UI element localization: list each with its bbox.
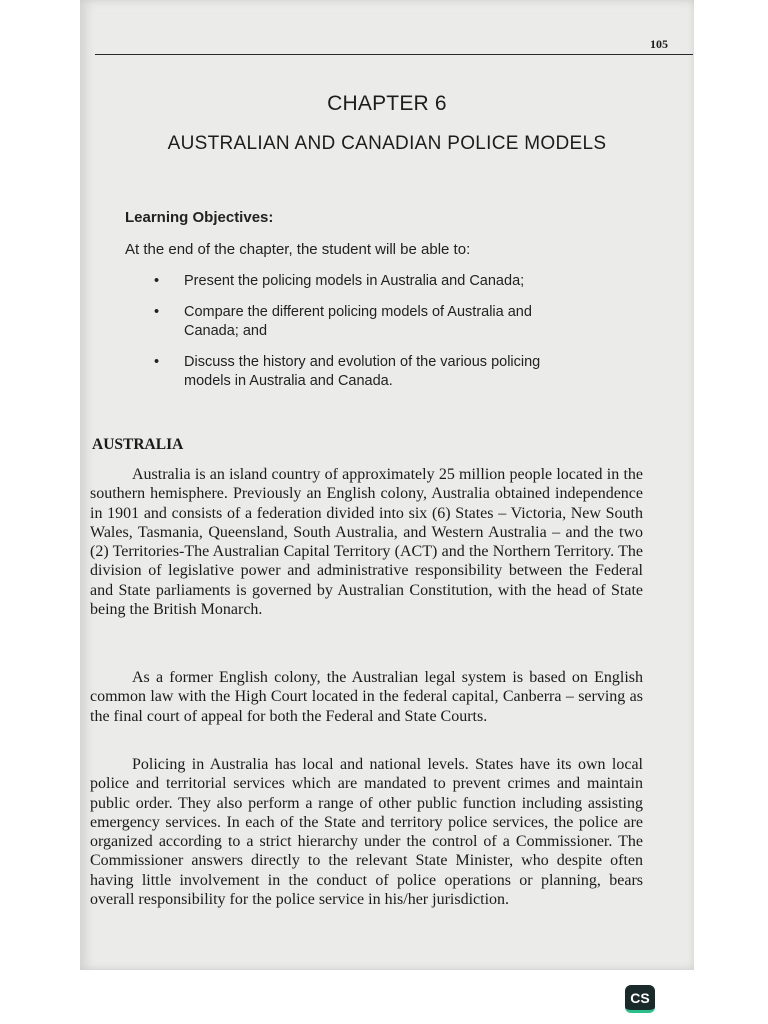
paragraph: As a former English colony, the Australian legal system is based on English common law with the High Court located in the federal capital, Canberra – serving as the final court of appeal for both the Federal and State Courts. bbox=[90, 669, 643, 725]
learning-objectives-list bbox=[150, 272, 590, 403]
header-rule bbox=[95, 54, 693, 55]
objective-text: Discuss the history and evolution of the various policing models in Australia and Canada. bbox=[184, 354, 541, 389]
bullet-icon: • bbox=[154, 304, 160, 320]
objective-text: Compare the different policing models of Australia and Canada; and bbox=[184, 304, 532, 339]
chapter-title: AUSTRALIAN AND CANADIAN POLICE MODELS bbox=[167, 133, 607, 154]
list-item bbox=[150, 272, 590, 291]
paragraph: Policing in Australia has local and national levels. States have its own local police and territorial services which are mandated to prevent crimes and maintain public order. They also perform a range of other public function including assisting emergency services. In each of the State and territory police services, the police are organized according to a strict hierarchy under the control of a Commissioner. The Commissioner answers directly to the relevant State Minister, who despite often having little involvement in the conduct of police operations or planning, bears overall responsibility for the police service in his/her jurisdiction. bbox=[90, 756, 643, 909]
bullet-icon: • bbox=[154, 354, 160, 370]
bullet-icon: • bbox=[154, 273, 160, 289]
camscanner-logo-icon: CS bbox=[625, 985, 655, 1013]
list-item bbox=[150, 303, 590, 341]
section-heading: AUSTRALIA bbox=[92, 436, 184, 453]
chapter-label: CHAPTER 6 bbox=[327, 92, 447, 115]
list-item bbox=[150, 353, 590, 391]
objective-text: Present the policing models in Australia and Canada; bbox=[184, 273, 525, 289]
learning-objectives-heading: Learning Objectives: bbox=[125, 209, 274, 226]
learning-objectives-intro: At the end of the chapter, the student will be able to: bbox=[125, 241, 471, 258]
paragraph: Australia is an island country of approximately 25 million people located in the southern hemisphere. Previously an English colony, Australia obtained independence in 1901 and consists of a federation divided into six (6) States – Victoria, New South Wales, Tasmania, Queensland, South Australia, and Western Australia – and the two (2) Territories-The Australian Capital Territory (ACT) and the Northern Territory. The division of legislative power and administrative responsibility between the Federal and State parliaments is governed by Australian Constitution, with the head of State being the British Monarch. bbox=[90, 466, 643, 619]
page-number: 105 bbox=[650, 37, 668, 51]
